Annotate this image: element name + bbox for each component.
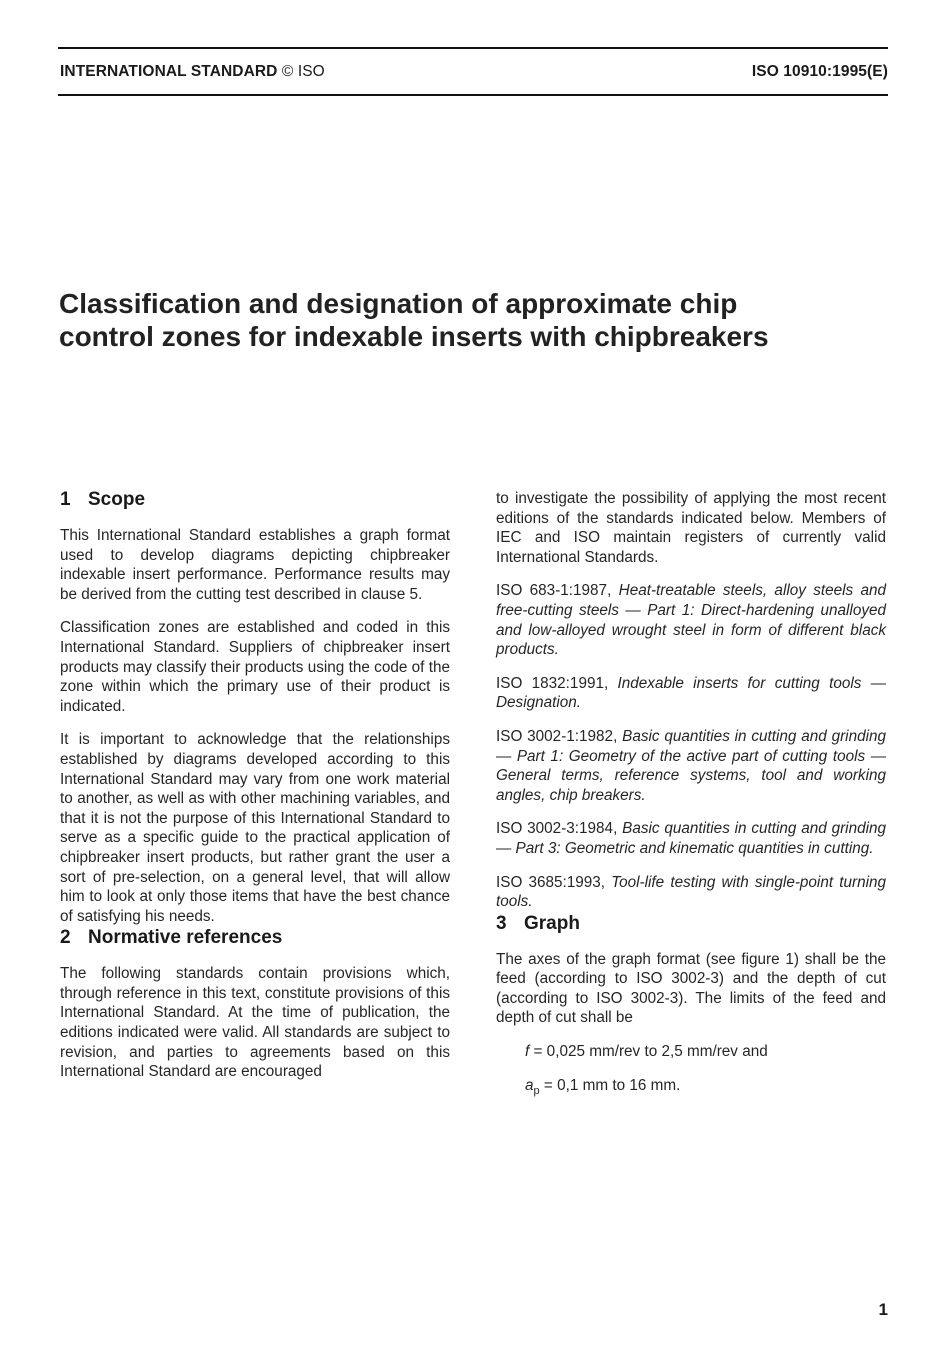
title-line-2: control zones for indexable inserts with chipbreakers [59,321,769,352]
reference-iso-1832: ISO 1832:1991, Indexable inserts for cutting tools — Designation. [496,674,886,712]
scope-paragraph-2: Classification zones are established and coded in this International Standard. Suppliers of chipbreaker insert products may classify their products using the code of the zone within which the primary use of their product is indicated. [60,619,450,715]
header-top-rule [58,47,888,49]
copyright-label: © ISO [281,63,325,80]
standard-label: INTERNATIONAL STANDARD [60,63,278,80]
reference-iso-3002-3: ISO 3002-3:1984, Basic quantities in cutting and grinding — Part 3: Geometric and kinematic quantities in cutting. [496,820,886,857]
document-title [59,287,899,353]
normative-references-paragraph: The following standards contain provisions which, through reference in this text, constitute provisions of this International Standard. At the time of publication, the editions indicated were valid. All standards are subject to revision, and parties to agreements based on this International Standard are encouraged [60,965,450,1081]
title-line-1: Classification and designation of approximate chip [59,288,738,319]
section-3-heading: 3 Graph [496,912,580,934]
scope-paragraph-3: It is important to acknowledge that the relationships established by diagrams developed according to this International Standard may vary from one work material to another, as well as with other machining variables, and that it is not the purpose of this International Standard to serve as a specific guide to the practical application of chipbreaker insert products, but rather grant the user a sort of pre-selection, on a general level, that will allow him to look at only those items that have the best chance of satisfying his needs. [60,731,450,925]
right-column [496,489,886,1101]
section-2-heading: 2 Normative references [60,927,283,949]
reference-iso-683-1: ISO 683-1:1987, Heat-treatable steels, alloy steels and free-cutting steels — Part 1: Direct-hardening unalloyed and low-alloyed wrought steel in form of different black products. [496,582,887,659]
depth-of-cut-formula: $a_p = 0,1$ mm to 16 mm. [525,1076,681,1097]
header-standard-label [60,63,325,81]
document-id: ISO 10910:1995(E) [751,63,888,80]
normative-references-continued: to investigate the possibility of applying the most recent editions of the standards indicated below. Members of IEC and ISO maintain registers of currently valid International Standards. [496,490,886,566]
left-column [60,488,450,1082]
page-number: 1 [878,1300,888,1319]
header-bottom-rule [58,94,888,96]
reference-iso-3002-1: ISO 3002-1:1982, Basic quantities in cutting and grinding — Part 1: Geometry of the active part of cutting tools — General terms, reference systems, tool and working angles, chip breakers. [496,727,886,804]
section-1-heading: 1 Scope [60,489,146,510]
reference-iso-3685: ISO 3685:1993, Tool-life testing with single-point turning tools. [496,873,886,911]
graph-paragraph: The axes of the graph format (see figure 1) shall be the feed (according to ISO 3002-3) and the depth of cut (according to ISO 3002-3). The limits of the feed and depth of cut shall be [496,950,886,1027]
scope-paragraph-1: This International Standard establishes a graph format used to develop diagrams depicting chipbreaker indexable insert performance. Performance results may be derived from the cutting test described in clause 5. [60,527,450,603]
feed-formula: f = 0,025 mm/rev to 2,5 mm/rev and [525,1043,768,1061]
